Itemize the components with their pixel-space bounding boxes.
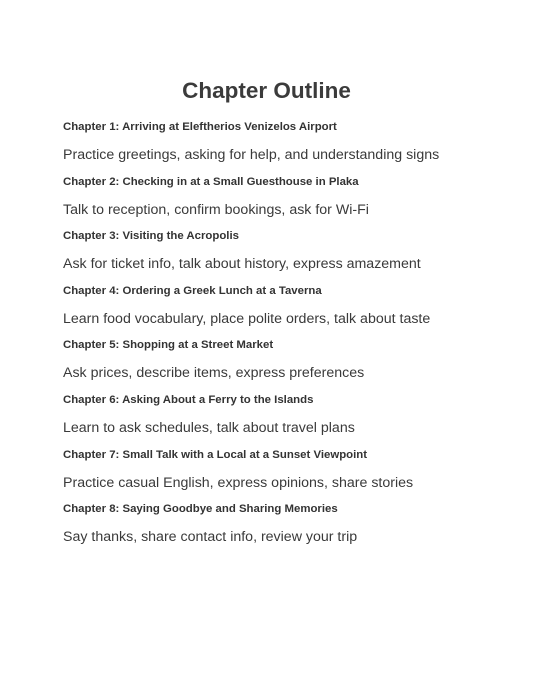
chapter-heading: Chapter 1: Arriving at Eleftherios Venizelos Airport [63,121,337,133]
chapter-description: Learn to ask schedules, talk about travel plans [63,419,355,436]
chapter-description: Say thanks, share contact info, review your trip [63,529,358,546]
chapter-heading: Chapter 7: Small Talk with a Local at a Sunset Viewpoint [63,448,368,461]
chapter-item-3 [63,229,493,284]
chapter-heading: Chapter 6: Asking About a Ferry to the Islands [63,393,314,406]
chapter-heading: Chapter 2: Checking in at a Small Guesthouse in Plaka [63,175,359,188]
chapter-description: Talk to reception, confirm bookings, ask for Wi-Fi [63,201,369,218]
chapter-item-6 [63,393,493,448]
chapter-description: Ask prices, describe items, express preferences [63,365,365,382]
chapter-list [63,120,493,557]
chapter-heading: Chapter 3: Visiting the Acropolis [63,230,239,243]
page-title: Chapter Outline [182,78,351,103]
chapter-description: Practice casual English, express opinions, share stories [63,474,414,491]
chapter-item-8 [63,502,493,557]
chapter-description: Learn food vocabulary, place polite orders, talk about taste [63,310,431,327]
chapter-item-2 [63,175,493,230]
chapter-item-4 [63,284,493,339]
chapter-description: Practice greetings, asking for help, and understanding signs [63,147,440,163]
chapter-description: Ask for ticket info, talk about history, express amazement [63,256,421,273]
chapter-heading: Chapter 4: Ordering a Greek Lunch at a Taverna [63,284,322,297]
chapter-heading: Chapter 8: Saying Goodbye and Sharing Memories [63,503,338,516]
chapter-item-5 [63,338,493,393]
chapter-item-7 [63,448,493,503]
chapter-heading: Chapter 5: Shopping at a Street Market [63,339,274,352]
chapter-item-1 [63,120,493,175]
